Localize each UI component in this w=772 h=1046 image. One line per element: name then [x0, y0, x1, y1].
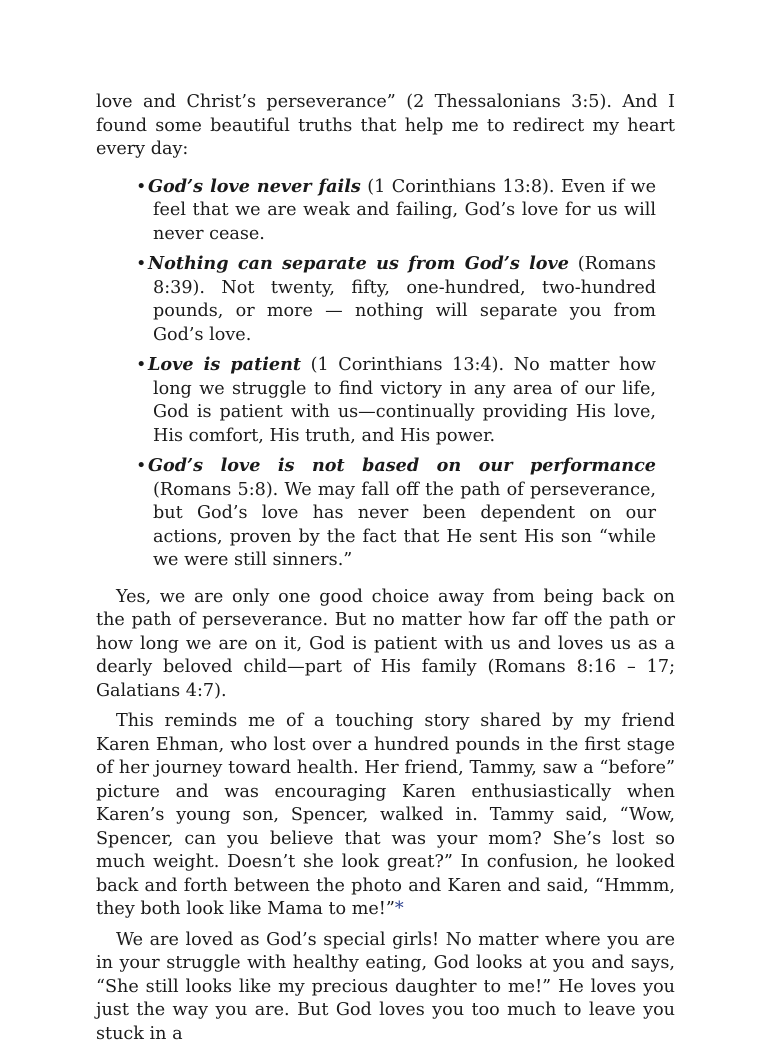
bullet-text: (Romans 8:39). Not twenty, fifty, one-hundred, two-hundred pounds, or more — nothing will separate you from God’s love. [153, 254, 656, 345]
body-paragraph-2 [96, 710, 675, 922]
footnote-link[interactable]: * [395, 899, 404, 919]
story-text: This reminds me of a touching story shared by my friend Karen Ehman, who lost over a hundred pounds in the first stage of her journey toward health. Her friend, Tammy, saw a “before” picture and was encouraging Karen enthusiastically when Karen’s young son, Spencer, walked in. Tammy said, “Wow, Spencer, can you believe that was your mom? She’s lost so much weight. Doesn’t she look great?” In confusion, he looked back and forth between the photo and Karen and said, “Hmmm, they both look like Mama to me!” [96, 711, 675, 919]
list-item [136, 175, 656, 247]
body-paragraph-3: We are loved as God’s special girls! No matter where you are in your struggle with healthy eating, God looks at you and says, “She still looks like my precious daughter to me!” He loves you just the way you are. But God loves you too much to leave you stuck in a [96, 929, 675, 1046]
bullet-icon: • [136, 176, 148, 200]
bullet-icon: • [136, 253, 148, 277]
bullet-icon: • [136, 354, 148, 378]
body-paragraph-1: Yes, we are only one good choice away from being back on the path of perseverance. But no matter how far off the path or how long we are on it, God is patient with us and loves us as a dearly beloved child—part of His family (Romans 8:16 – 17; Galatians 4:7). [96, 586, 675, 704]
book-page [96, 91, 675, 1046]
bullet-lead: Love is patient [148, 354, 301, 375]
bullet-text: (1 Corinthians 13:4). No matter how long we struggle to find victory in any area of our life, God is patient with us—continually providing His love, His comfort, His truth, and His power. [153, 355, 656, 446]
bullet-lead: God’s love never fails [148, 176, 361, 197]
paragraph-gap [96, 922, 675, 929]
bullet-text: (1 Corinthians 13:8). Even if we feel that we are weak and failing, God’s love for us will never cease. [153, 177, 656, 244]
bullet-icon: • [136, 455, 148, 479]
truths-list [96, 175, 675, 573]
bullet-lead: Nothing can separate us from God’s love [148, 253, 569, 274]
list-item [136, 252, 656, 347]
paragraph-gap [96, 703, 675, 710]
list-item [136, 353, 656, 448]
list-item [136, 454, 656, 573]
intro-paragraph: love and Christ’s perseverance” (2 Thessalonians 3:5). And I found some beautiful truths that help me to redirect my heart every day: [96, 91, 675, 162]
bullet-lead: God’s love is not based on our performance [148, 455, 656, 476]
bullet-text: (Romans 5:8). We may fall off the path of perseverance, but God’s love has never been dependent on our actions, proven by the fact that He sent His son “while we were still sinners.” [153, 480, 656, 571]
